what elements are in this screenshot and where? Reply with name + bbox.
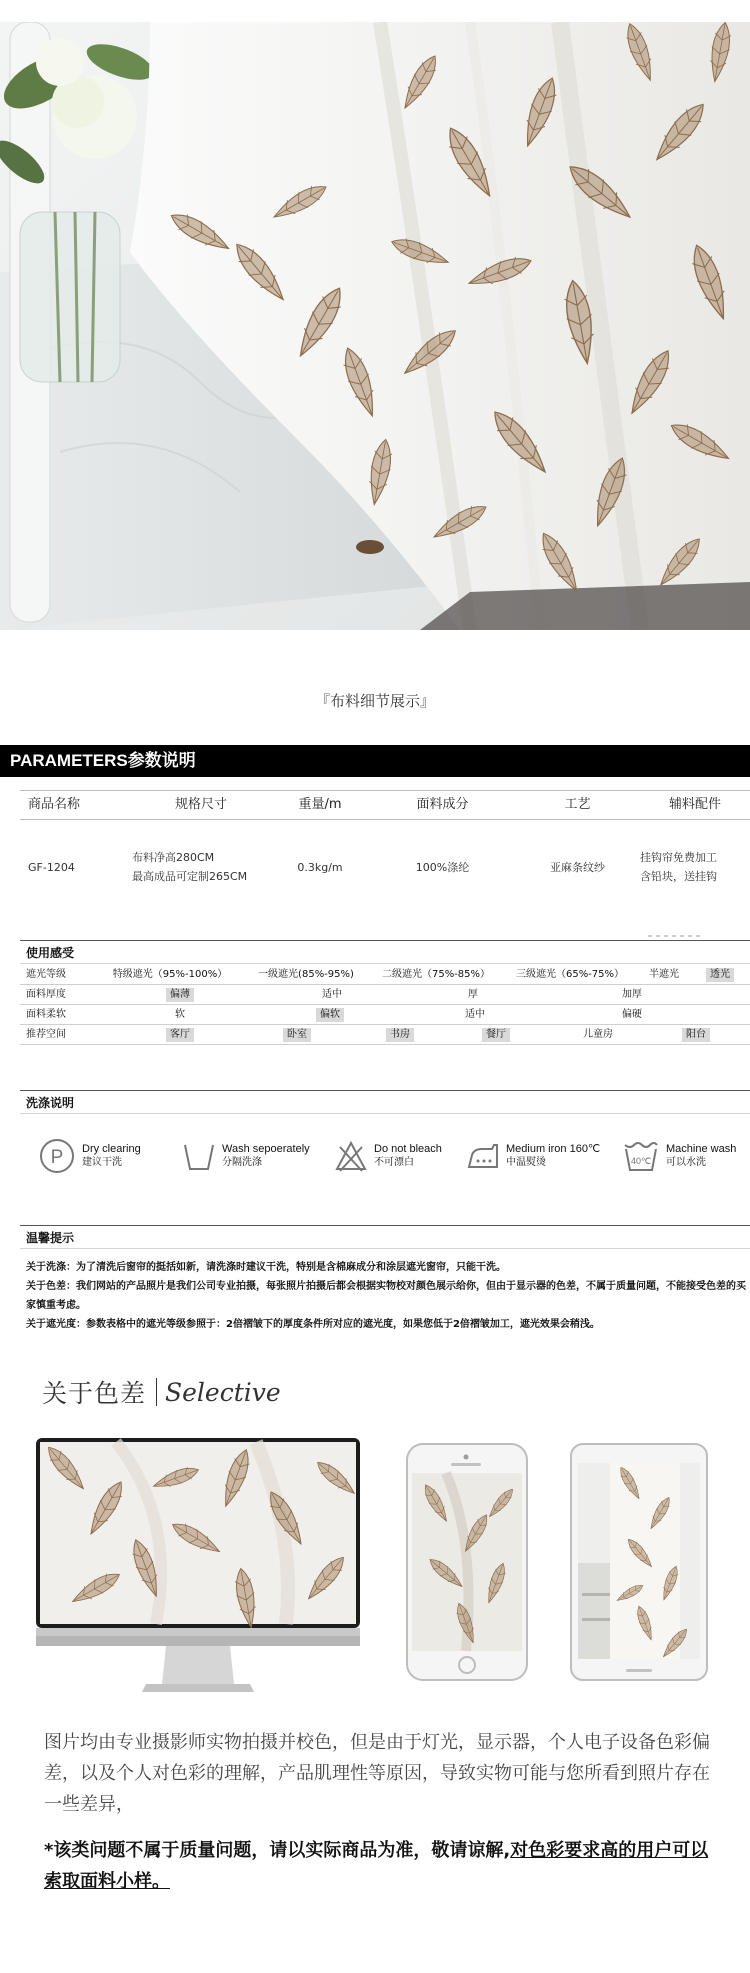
- feel-label-thickness: 面料厚度: [26, 989, 66, 1000]
- feel-row-space: [20, 1025, 750, 1045]
- tips-block: [26, 1258, 746, 1334]
- wash-section-title: 洗涤说明: [20, 1090, 750, 1114]
- feel-option: 适中: [465, 1009, 485, 1020]
- spec-header-weight: 重量/m: [298, 796, 342, 812]
- fabric-detail-caption: 『布料细节展示』: [314, 692, 435, 710]
- usage-section-title: 使用感受: [20, 940, 750, 964]
- tip-shading: 关于遮光度：参数表格中的遮光等级参照于：2倍褶皱下的厚度条件所对应的遮光度，如果您低于2倍褶皱加工，遮光效果会稍浅。: [26, 1319, 600, 1330]
- feel-option: 偏硬: [622, 1009, 642, 1020]
- feel-option: 特级遮光（95%-100%）: [112, 969, 228, 980]
- feel-label-light: 遮光等级: [26, 969, 66, 980]
- feel-row-softness: [20, 1005, 750, 1025]
- selective-title: [42, 1372, 281, 1412]
- tip-washing: 关于洗涤：为了清洗后窗帘的挺括如新，请洗涤时建议干洗，特别是含棉麻成分和涂层遮光窗帘，只能干洗。: [26, 1262, 506, 1273]
- selective-title-en: Selective: [165, 1377, 281, 1407]
- wash-en-label: Machine wash: [666, 1143, 737, 1155]
- selective-bold-part1: *该类问题不属于质量问题，请以实际商品为准，敬请谅解,: [44, 1840, 511, 1861]
- spec-weight: 0.3kg/m: [297, 860, 343, 874]
- wash-temp-label: 40℃: [630, 1156, 652, 1166]
- tip-color: 关于色差：我们网站的产品照片是我们公司专业拍摄，每张照片拍摄后都会根据实物校对颜色展示给你，但由于显示器的色差，不属于质量问题，不能接受色差的买家慎重考虑。: [26, 1281, 746, 1311]
- decorative-dots: [648, 935, 700, 937]
- no-bleach-icon: [334, 1137, 368, 1175]
- feel-option-selected: 阳台: [682, 1028, 710, 1042]
- feel-option-selected: 客厅: [166, 1028, 194, 1042]
- wash-en-label: Medium iron 160℃: [506, 1143, 601, 1155]
- feel-option: 三级遮光（65%-75%）: [515, 969, 625, 980]
- spec-header-size: 规格尺寸: [174, 796, 227, 812]
- parameters-header: PARAMETERS参数说明: [0, 745, 750, 777]
- spec-table-header: [20, 790, 750, 820]
- wash-item-machine: [622, 1135, 736, 1177]
- selective-body-text: 图片均由专业摄影师实物拍摄并校色，但是由于灯光，显示器，个人电子设备色彩偏差，以及个人对色彩的理解，产品肌理性等原因，导致实物可能与您所看到照片存在一些差异，: [44, 1732, 710, 1815]
- feel-option-selected: 卧室: [283, 1028, 311, 1042]
- spec-composition: 100%涤纶: [415, 860, 470, 874]
- feel-option: 厚: [468, 989, 478, 1000]
- wash-item-dry-clean: [38, 1135, 141, 1177]
- feel-option-selected: 透光: [706, 968, 734, 982]
- wash-cn-label: 分隔洗涤: [222, 1157, 262, 1168]
- feel-option-selected: 偏软: [316, 1008, 344, 1022]
- wash-cn-label: 不可漂白: [374, 1157, 414, 1168]
- feel-option-selected: 餐厅: [482, 1028, 510, 1042]
- spec-table-row: [20, 828, 750, 908]
- wash-cn-label: 中温熨烫: [506, 1157, 546, 1168]
- feel-option-selected: 偏薄: [166, 988, 194, 1002]
- spec-accessory-line2: 含铅块，送挂钩: [640, 870, 717, 883]
- hero-fabric-photo: [0, 22, 750, 630]
- feel-option: 半遮光: [649, 969, 679, 980]
- feel-option: 加厚: [622, 989, 642, 1000]
- wash-separately-icon: [182, 1137, 216, 1175]
- phone-image: [406, 1443, 528, 1687]
- wash-en-label: Dry clearing: [82, 1143, 141, 1155]
- spec-accessory-line1: 挂钩帘免费加工: [640, 851, 717, 865]
- feel-option-selected: 书房: [386, 1028, 414, 1042]
- feel-label-softness: 面料柔软: [26, 1009, 66, 1020]
- feel-row-thickness: [20, 985, 750, 1005]
- svg-text:P: P: [50, 1147, 64, 1168]
- feel-option: 儿童房: [583, 1029, 613, 1040]
- spec-header-craft: 工艺: [564, 796, 591, 812]
- selective-title-cn: 关于色差: [42, 1379, 147, 1408]
- wash-en-label: Wash sepoerately: [222, 1143, 310, 1155]
- title-divider: [156, 1378, 157, 1406]
- feel-label-space: 推荐空间: [26, 1029, 66, 1040]
- wash-cn-label: 可以水洗: [666, 1157, 706, 1168]
- spec-size-line2: 最高成品可定制265CM: [132, 870, 248, 883]
- selective-bold-text: [44, 1835, 724, 1897]
- feel-option: 适中: [322, 989, 342, 1000]
- spec-size-cell: [132, 849, 270, 886]
- spec-product-name: GF-1204: [28, 860, 75, 874]
- spec-size-line1: 布料净高280CM: [132, 851, 215, 865]
- wash-cn-label: 建议干洗: [82, 1157, 122, 1168]
- feel-option: 软: [175, 1009, 185, 1020]
- feel-option: 一级遮光(85%-95%): [258, 969, 354, 980]
- machine-wash-icon: [622, 1137, 660, 1175]
- spec-header-accessory: 辅料配件: [668, 796, 721, 812]
- wash-item-separate: [182, 1135, 310, 1177]
- iron-icon: [466, 1137, 500, 1175]
- wash-item-iron: [466, 1135, 600, 1177]
- spec-craft: 亚麻条纹纱: [550, 860, 605, 874]
- selective-bold-part2: 对色彩要求高的用户可以索取面料小样。: [44, 1840, 709, 1892]
- tablet-image: [570, 1443, 710, 1687]
- tips-section-title: 温馨提示: [20, 1225, 750, 1249]
- feel-row-light: [20, 965, 750, 985]
- monitor-image: [36, 1438, 366, 1704]
- spec-accessory-cell: [640, 849, 750, 886]
- dry-clean-icon: [38, 1137, 76, 1175]
- spec-header-composition: 面料成分: [416, 796, 469, 812]
- wash-en-label: Do not bleach: [374, 1143, 442, 1155]
- wash-item-no-bleach: [334, 1135, 442, 1177]
- feel-option: 二级遮光（75%-85%）: [381, 969, 491, 980]
- spec-header-name: 商品名称: [28, 796, 81, 812]
